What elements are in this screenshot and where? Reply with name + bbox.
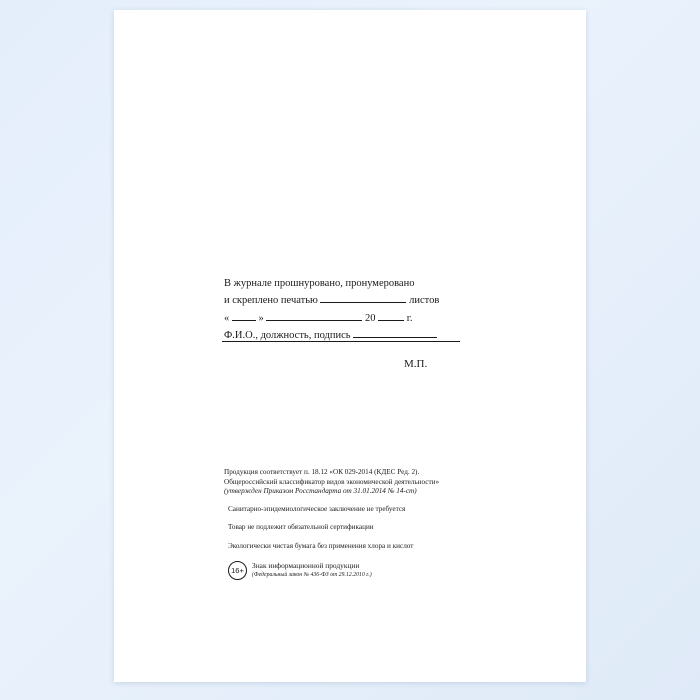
- date-month-blank: [266, 309, 362, 321]
- ecology-note: Экологически чистая бумага без применения хлора и кислот: [228, 541, 414, 550]
- stamp-place-label: М.П.: [404, 358, 428, 370]
- age-rating-badge: 16+: [228, 561, 247, 580]
- footer-block: [224, 468, 524, 583]
- certification-line-3: [224, 309, 504, 326]
- okpd-paragraph: [224, 468, 524, 497]
- age-rating-law: (Федеральный закон № 436-ФЗ от 29.12.2010 г.): [252, 571, 372, 578]
- date-year-suffix: г.: [406, 312, 413, 324]
- certification-line-2-suffix: листов: [409, 295, 440, 307]
- certification-note: Товар не подлежит обязательной сертификации: [228, 523, 374, 532]
- document-page: [114, 10, 586, 682]
- sheets-count-blank: [320, 291, 406, 303]
- okpd-line-1: Продукция соответствует п. 18.12 «ОК 029-2014 (КДЕС Ред. 2).: [224, 468, 420, 476]
- age-rating-row: [224, 561, 524, 583]
- date-quote-close: »: [258, 312, 264, 324]
- date-quote-open: «: [224, 312, 230, 324]
- signatory-label: Ф.И.О., должность, подпись: [224, 330, 351, 342]
- signatory-blank: [353, 326, 437, 338]
- certification-line-1-text: В журнале прошнуровано, пронумеровано: [224, 278, 415, 289]
- age-rating-title: Знак информационной продукции: [252, 560, 360, 570]
- okpd-line-2: Общероссийский классификатор видов экономической деятельности»: [224, 477, 440, 486]
- date-year-blank: [378, 309, 404, 321]
- date-year-prefix: 20: [365, 312, 376, 324]
- certification-line-2-text: и скреплено печатью: [224, 295, 318, 307]
- certification-block: [224, 277, 504, 344]
- okpd-line-3: (утвержден Приказом Росстандарта от 31.01.2014 № 14-ст): [224, 487, 417, 496]
- certification-line-1: [224, 277, 504, 291]
- date-day-blank: [232, 309, 256, 321]
- sanitary-note: Санитарно-эпидемиологическое заключение не требуется: [228, 504, 406, 513]
- certification-line-2: [224, 291, 504, 308]
- signature-rule: [222, 341, 460, 342]
